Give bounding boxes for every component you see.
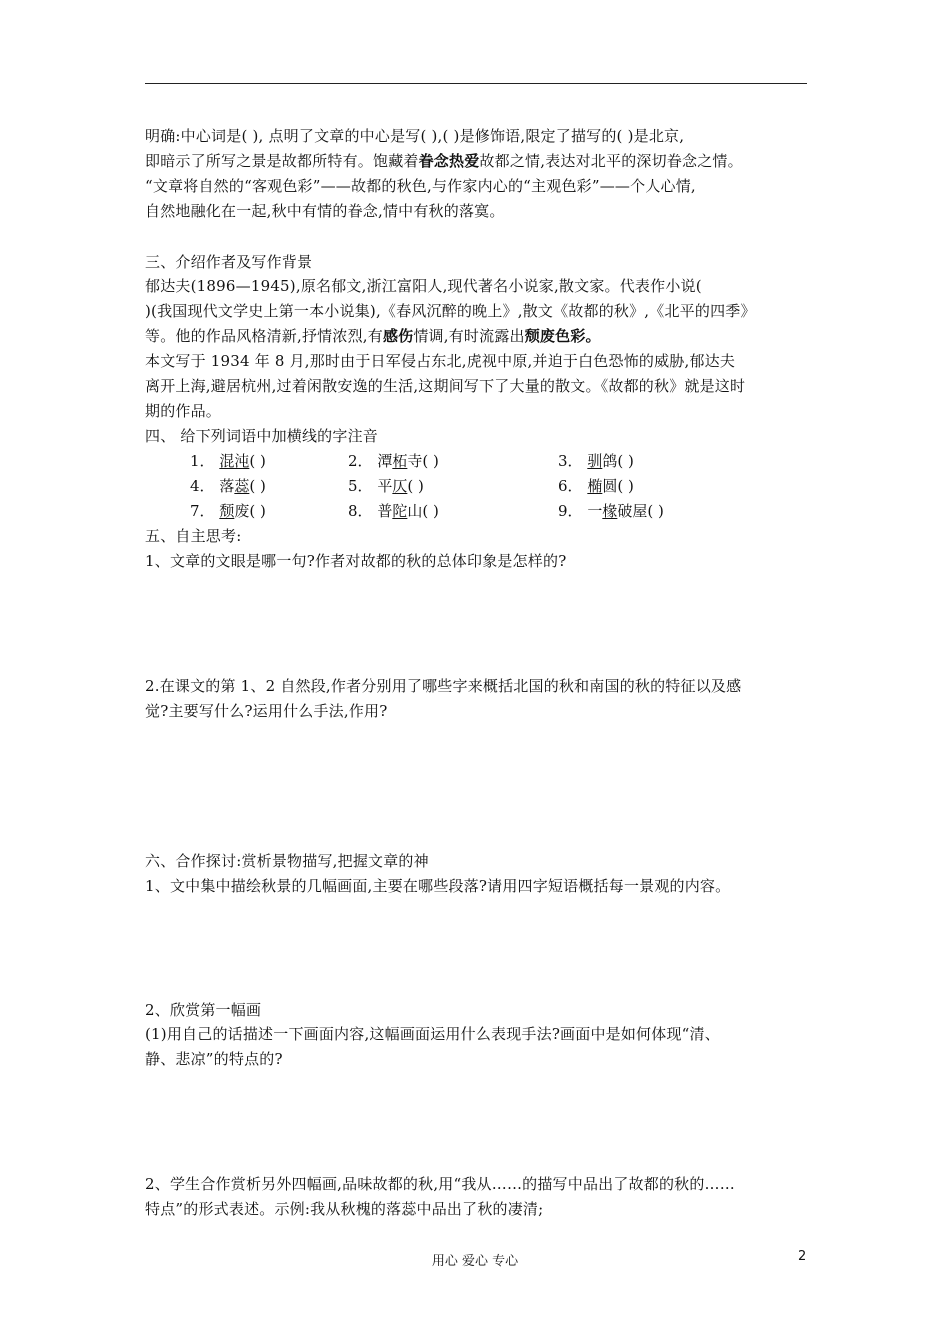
- question-5-1: 1、文章的文眼是哪一句?作者对故都的秋的总体印象是怎样的?: [145, 552, 567, 570]
- question-6-2: 2、欣赏第一幅画: [145, 1001, 262, 1019]
- author-line-3: 等。他的作品风格清新,抒情浓烈,有感伤情调,有时流露出颓废色彩。: [145, 327, 601, 345]
- clarify-line-1: 明确:中心词是( ), 点明了文章的中心是写( ),( )是修饰语,限定了描写的( )是北京,: [145, 127, 685, 145]
- background-line-1: 本文写于 1934 年 8 月,那时由于日军侵占东北,虎视中原,并迫于白色恐怖的威胁,郁达夫: [145, 352, 736, 370]
- question-5-2-line-2: 觉?主要写什么?运用什么手法,作用?: [145, 702, 388, 720]
- footer-motto: 用心 爱心 专心: [431, 1254, 519, 1269]
- section-4-heading: 四、 给下列词语中加横线的字注音: [145, 427, 378, 445]
- question-6-1: 1、文中集中描绘秋景的几幅画面,主要在哪些段落?请用四字短语概括每一景观的内容。: [145, 877, 731, 895]
- pinyin-item-6: 6． 椭圆( ): [558, 477, 634, 495]
- section-5-heading: 五、自主思考:: [145, 527, 242, 545]
- question-6-2-1-line-2: 静、悲凉”的特点的?: [145, 1050, 283, 1068]
- pinyin-item-8: 8． 普陀山( ): [348, 502, 439, 520]
- clarify-line-3: “文章将自然的“客观色彩”——故都的秋色,与作家内心的“主观色彩”——个人心情,: [145, 177, 696, 195]
- clarify-line-2: 即暗示了所写之景是故都所特有。饱藏着眷念热爱故都之情,表达对北平的深切眷念之情。: [145, 152, 743, 170]
- question-6-2-1-line-1: (1)用自己的话描述一下画面内容,这幅画面运用什么表现手法?画面中是如何体现“清、: [145, 1025, 720, 1043]
- bold-phrase: 眷念热爱: [418, 152, 480, 170]
- pinyin-item-9: 9． 一椽破屋( ): [558, 502, 664, 520]
- pinyin-item-4: 4． 落蕊( ): [190, 477, 266, 495]
- pinyin-item-2: 2． 潭柘寺( ): [348, 452, 439, 470]
- pinyin-item-7: 7． 颓废( ): [190, 502, 266, 520]
- clarify-line-4: 自然地融化在一起,秋中有情的眷念,情中有秋的落寞。: [145, 202, 505, 220]
- question-6-3-line-2: 特点”的形式表述。示例:我从秋槐的落蕊中品出了秋的凄清;: [145, 1200, 544, 1218]
- question-5-2-line-1: 2.在课文的第 1、2 自然段,作者分别用了哪些字来概括北国的秋和南国的秋的特征以及感: [145, 677, 742, 695]
- section-6-heading: 六、合作探讨:赏析景物描写,把握文章的神: [145, 852, 429, 870]
- pinyin-item-5: 5． 平仄( ): [348, 477, 424, 495]
- author-line-2: )(我国现代文学史上第一本小说集),《春风沉醉的晚上》,散文《故都的秋》,《北平的四季》: [145, 302, 756, 320]
- page-number: 2: [798, 1249, 807, 1264]
- background-line-2: 离开上海,避居杭州,过着闲散安逸的生活,这期间写下了大量的散文。《故都的秋》就是这时: [145, 377, 746, 395]
- section-3-heading: 三、介绍作者及写作背景: [145, 253, 313, 271]
- header-rule: [145, 83, 807, 84]
- author-line-1: 郁达夫(1896—1945),原名郁文,浙江富阳人,现代著名小说家,散文家。代表作小说(: [145, 277, 702, 295]
- pinyin-item-3: 3． 驯鸽( ): [558, 452, 634, 470]
- background-line-3: 期的作品。: [145, 402, 222, 420]
- question-6-3-line-1: 2、学生合作赏析另外四幅画,品味故都的秋,用“我从……的描写中品出了故都的秋的……: [145, 1175, 735, 1193]
- pinyin-item-1: 1． 混沌( ): [190, 452, 266, 470]
